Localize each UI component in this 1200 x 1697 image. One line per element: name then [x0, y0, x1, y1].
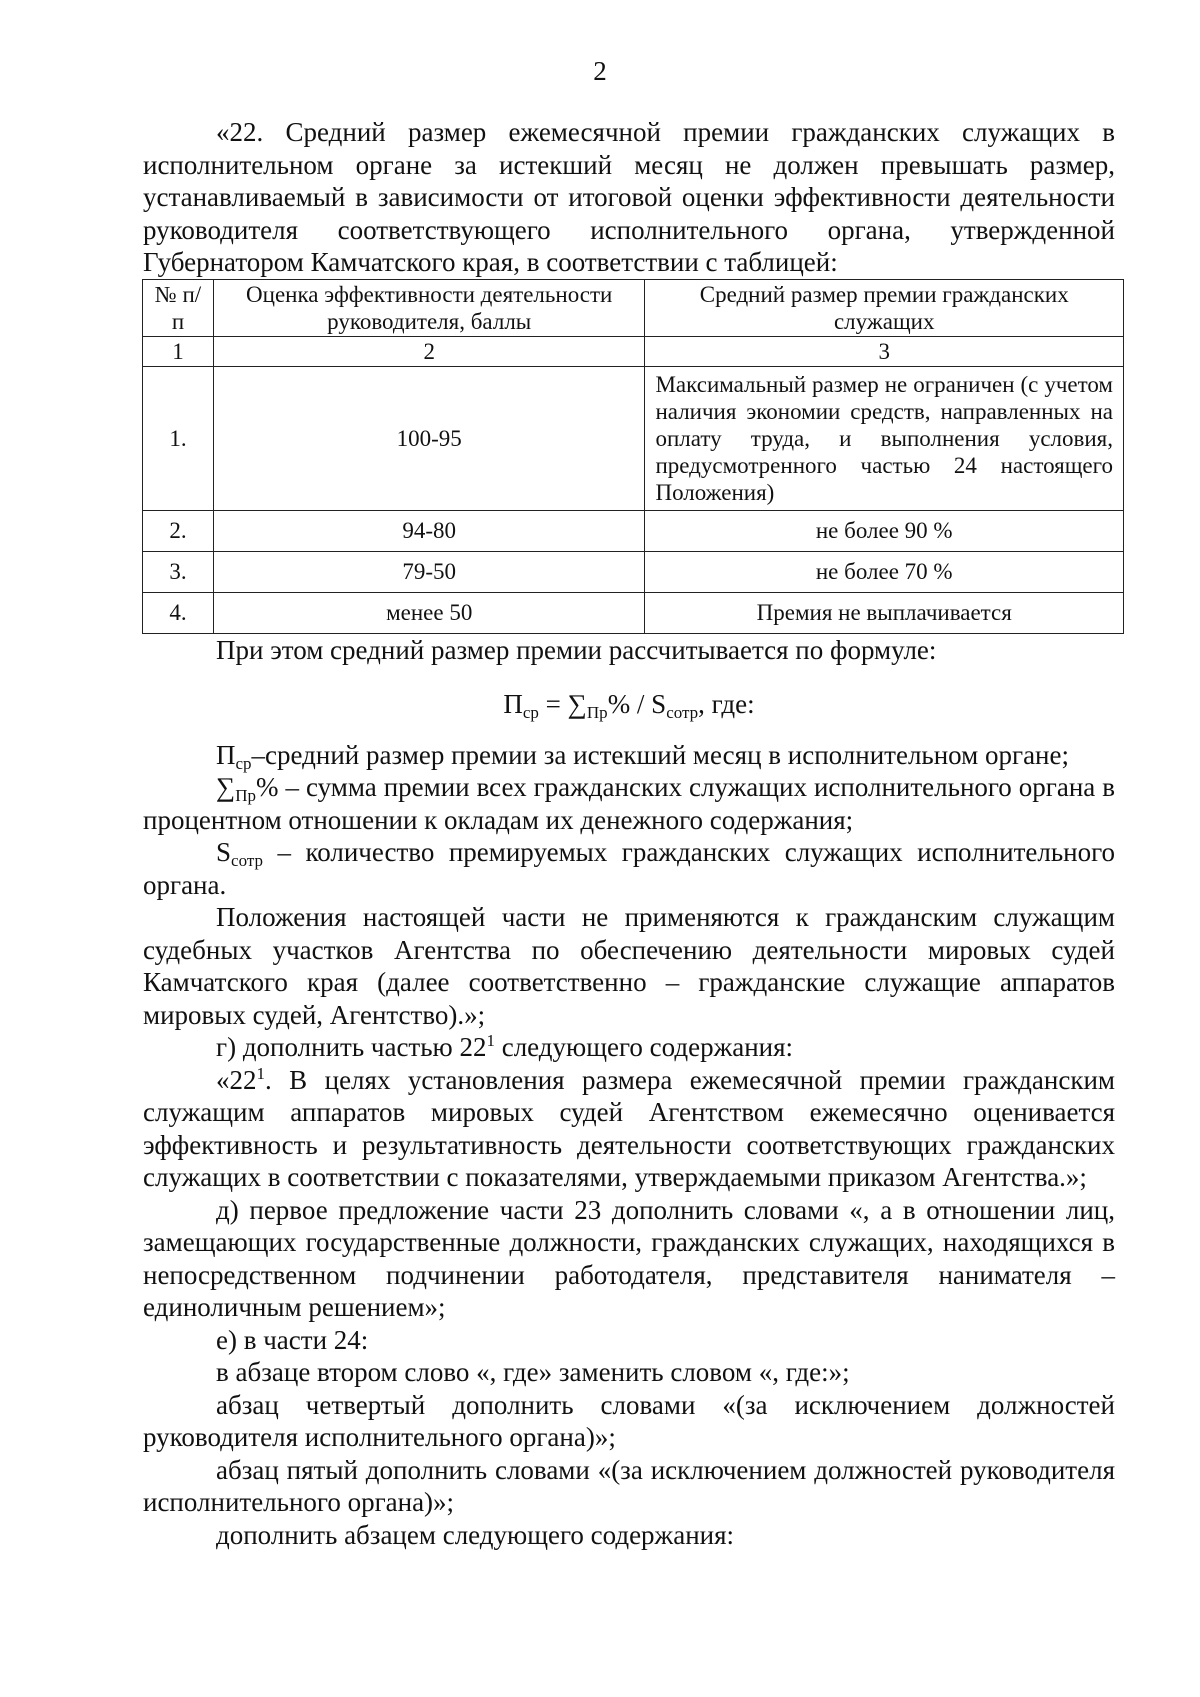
- para-22-1-text-after: . В целях установления размера ежемесячной премии гражданским служащим аппаратов мировых судей Агентством ежемесячно оценивается эффективность и результативность деятельности соответствующих гражданских служащих в соответствии с показателями, утверждаемыми приказом Агентства.»;: [143, 1064, 1115, 1192]
- definition-text: % – сумма премии всех гражданских служащих исполнительного органа в процентном отношении к окладам их денежного содержания;: [143, 772, 1115, 835]
- header-score: Оценка эффективности деятельности руководителя, баллы: [213, 279, 645, 336]
- item-g-sup: 1: [486, 1031, 495, 1050]
- definition-s-count: [143, 836, 1115, 901]
- definition-symbol: S: [216, 837, 232, 867]
- formula-intro: При этом средний размер премии рассчитывается по формуле:: [216, 634, 937, 665]
- definition-sub: ср: [235, 753, 252, 773]
- item-g: [143, 1031, 1115, 1064]
- definition-text: –средний размер премии за истекший месяц в исполнительном органе;: [251, 739, 1069, 770]
- paragraph-22-1: [143, 1064, 1115, 1194]
- item-e-add-paragraph: дополнить абзацем следующего содержания:: [216, 1519, 735, 1550]
- row-number: 4.: [143, 592, 214, 633]
- definition-text: – количество премируемых гражданских служащих исполнительного органа.: [143, 837, 1115, 900]
- item-d: д) первое предложение части 23 дополнить словами «, а в отношении лиц, замещающих государственные должности, гражданских служащих, находящихся в непосредственном подчинении работодателя, представителя нанимателя – единоличным решением»;: [143, 1194, 1115, 1322]
- definition-sum: [143, 771, 1115, 836]
- table-row: [143, 551, 1124, 592]
- definition-sub: сотр: [231, 851, 263, 870]
- formula-p: П: [503, 689, 523, 719]
- item-e-paragraph-4: абзац четвертый дополнить словами «(за исключением должностей руководителя исполнительного органа)»;: [143, 1389, 1115, 1452]
- row-number: 1.: [143, 366, 214, 510]
- item-g-text: г) дополнить частью 22: [216, 1032, 487, 1062]
- bonus-table: [142, 279, 1124, 634]
- row-score: 100-95: [213, 366, 645, 510]
- definition-sub: Пр: [235, 786, 257, 805]
- table-column-numbers-row: [143, 336, 1124, 366]
- table-row: [143, 510, 1124, 551]
- column-number-cell: 3: [645, 336, 1124, 366]
- row-bonus: Максимальный размер не ограничен (с учетом наличия экономии средств, направленных на оплату труда, и выполнения условия, предусмотренного частью 24 настоящего Положения): [645, 366, 1124, 510]
- document-body: [143, 116, 1115, 1551]
- formula-percent-slash: % / S: [607, 689, 667, 719]
- table-header-row: [143, 279, 1124, 336]
- formula-s-sub: сотр: [666, 703, 699, 722]
- column-number-cell: 1: [143, 336, 214, 366]
- definition-p-avg: [143, 739, 1115, 772]
- intro-paragraph: «22. Средний размер ежемесячной премии гражданских служащих в исполнительном органе за истекший месяц не должен превышать размер, устанавливаемый в зависимости от итоговой оценки эффективности деятельности руководителя соответствующего исполнительного органа, утвержденной Губернатором Камчатского края, в соответствии с таблицей:: [143, 117, 1115, 277]
- item-e-paragraph-5: абзац пятый дополнить словами «(за исключением должностей руководителя исполнительного органа)»;: [143, 1454, 1115, 1517]
- row-bonus: не более 90 %: [645, 510, 1124, 551]
- row-score: менее 50: [213, 592, 645, 633]
- column-number-cell: 2: [213, 336, 645, 366]
- row-bonus: Премия не выплачивается: [645, 592, 1124, 633]
- row-bonus: не более 70 %: [645, 551, 1124, 592]
- definition-symbol: ∑: [216, 772, 236, 802]
- item-g-text-after: следующего содержания:: [494, 1032, 794, 1062]
- header-bonus: Средний размер премии гражданских служащих: [645, 279, 1124, 336]
- row-score: 94-80: [213, 510, 645, 551]
- row-score: 79-50: [213, 551, 645, 592]
- table-row: [143, 366, 1124, 510]
- header-number: № п/п: [143, 279, 214, 336]
- para-22-1-text: «22: [216, 1064, 257, 1095]
- row-number: 3.: [143, 551, 214, 592]
- table-row: [143, 592, 1124, 633]
- para-22-1-sup: 1: [256, 1063, 265, 1083]
- formula-sum-sub: Пр: [586, 703, 608, 722]
- definition-symbol: П: [216, 739, 236, 770]
- item-e-paragraph-2: в абзаце втором слово «, где» заменить словом «, где:»;: [216, 1357, 850, 1387]
- formula-tail: , где:: [698, 689, 755, 719]
- row-number: 2.: [143, 510, 214, 551]
- page-number: 2: [593, 56, 607, 86]
- formula-p-sub: ср: [522, 703, 539, 722]
- formula-equals-sum: = ∑: [538, 689, 587, 719]
- paragraph-not-applied: Положения настоящей части не применяются к гражданским служащим судебных участков Агентства по обеспечению деятельности мировых судей Камчатского края (далее соответственно – гражданские служащие аппаратов мировых судей, Агентство).»;: [143, 902, 1115, 1030]
- item-e: е) в части 24:: [216, 1324, 369, 1355]
- formula: [143, 688, 1115, 721]
